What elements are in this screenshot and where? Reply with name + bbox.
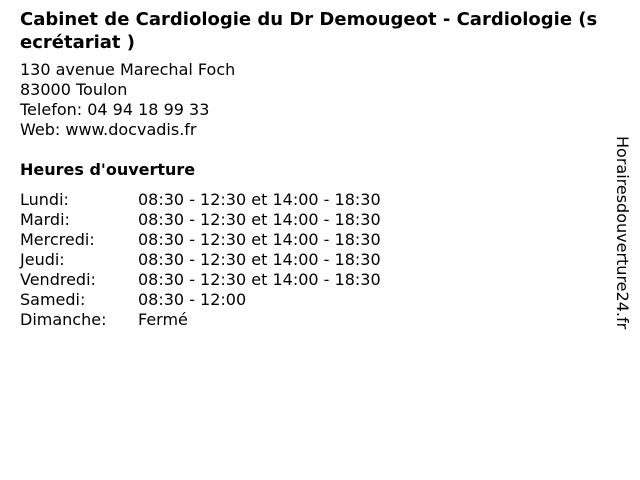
time-range: 08:30 - 12:30 et 14:00 - 18:30	[138, 210, 381, 229]
day-label: Lundi:	[20, 190, 69, 209]
day-label: Samedi:	[20, 290, 86, 309]
day-label: Vendredi:	[20, 270, 96, 289]
day-label: Mardi:	[20, 210, 70, 229]
site-watermark: Horairesdouverture24.fr	[613, 136, 632, 330]
time-range: 08:30 - 12:30 et 14:00 - 18:30	[138, 270, 381, 289]
hours-table	[20, 190, 600, 330]
hours-row	[20, 230, 600, 250]
time-range: 08:30 - 12:30 et 14:00 - 18:30	[138, 250, 381, 269]
day-label: Dimanche:	[20, 310, 107, 329]
time-range: Fermé	[138, 310, 188, 329]
street-address: 130 avenue Marechal Foch	[20, 60, 236, 79]
website: Web: www.docvadis.fr	[20, 120, 197, 139]
time-range: 08:30 - 12:00	[138, 290, 247, 309]
business-name: Cabinet de Cardiologie du Dr Demougeot - Cardiologie (secrétariat )	[20, 9, 598, 53]
city: 83000 Toulon	[20, 80, 128, 99]
hours-heading: Heures d'ouverture	[20, 160, 196, 179]
hours-row	[20, 250, 600, 270]
time-range: 08:30 - 12:30 et 14:00 - 18:30	[138, 190, 381, 209]
phone-number: Telefon: 04 94 18 99 33	[20, 100, 210, 119]
hours-row	[20, 290, 600, 310]
hours-row	[20, 190, 600, 210]
business-card	[20, 8, 600, 330]
day-label: Jeudi:	[20, 250, 65, 269]
time-range: 08:30 - 12:30 et 14:00 - 18:30	[138, 230, 381, 249]
address-block	[20, 60, 600, 140]
hours-row	[20, 270, 600, 290]
hours-row	[20, 310, 600, 330]
day-label: Mercredi:	[20, 230, 95, 249]
hours-row	[20, 210, 600, 230]
